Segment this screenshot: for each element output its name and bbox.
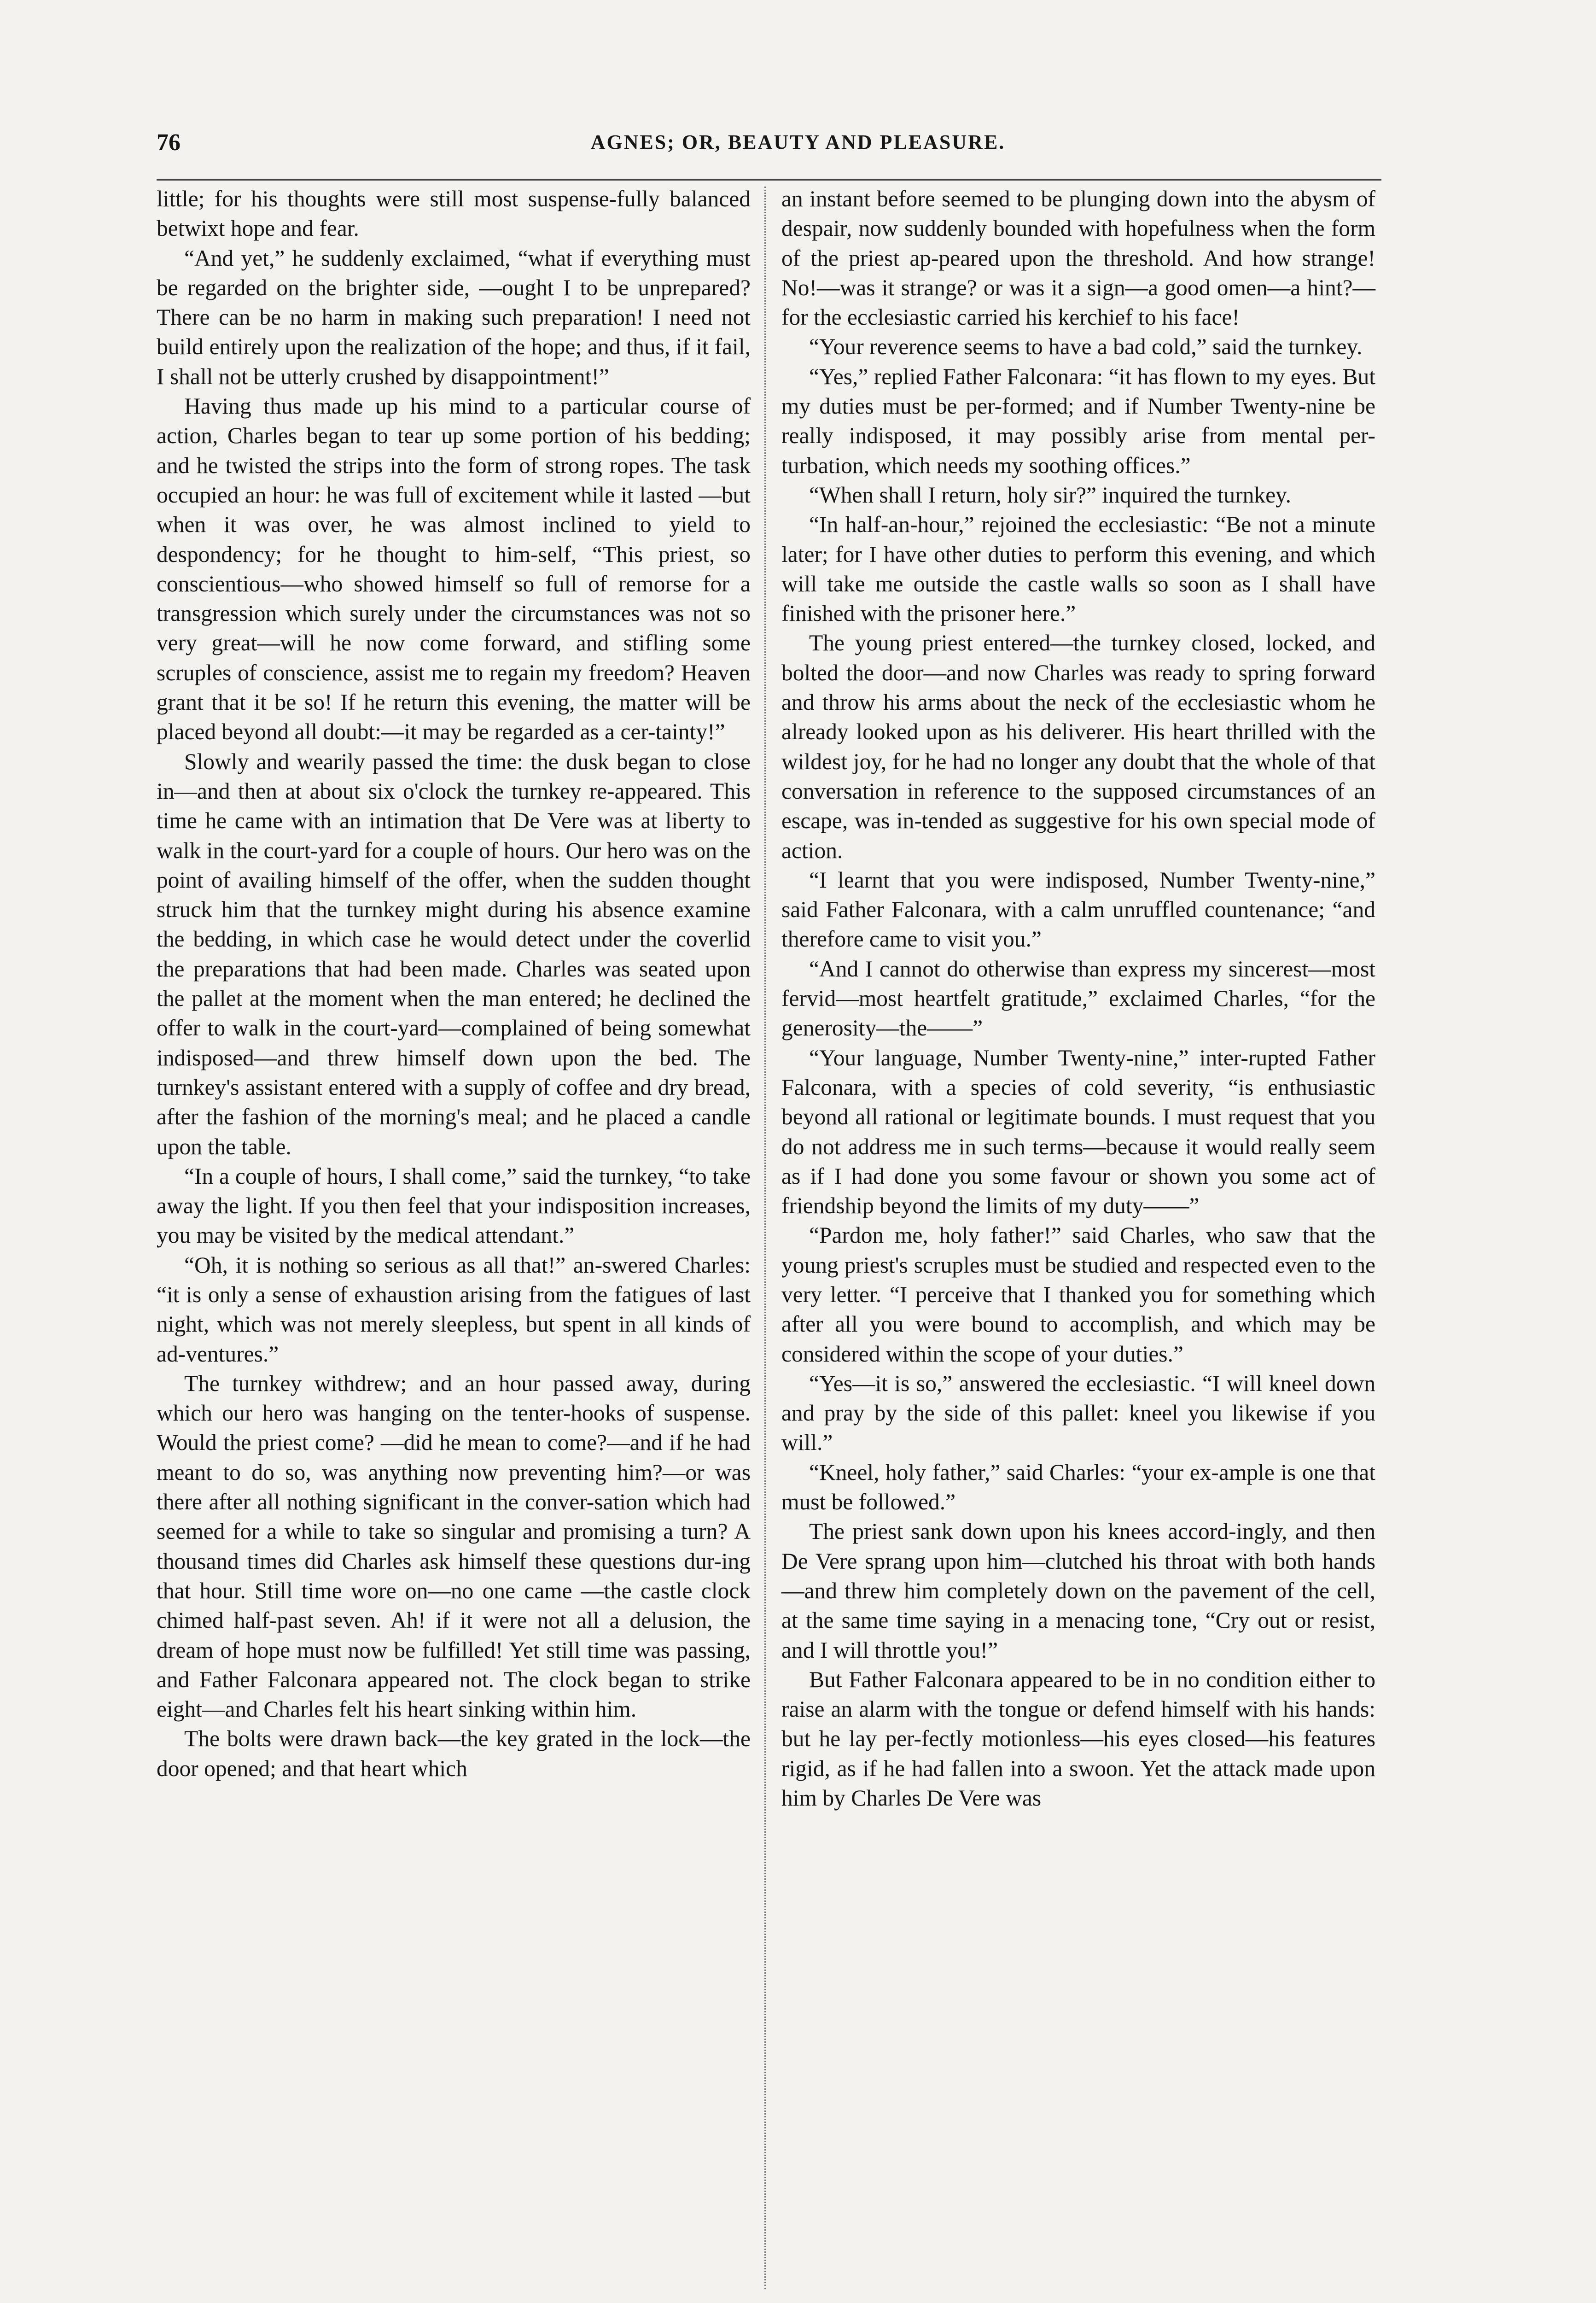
- left-column: [157, 184, 751, 1783]
- left-paragraph: “In a couple of hours, I shall come,” said the turnkey, “to take away the light. If you then feel that your indisposition increases, you may be visited by the medical attendant.”: [157, 1163, 751, 1248]
- column-divider: [764, 187, 766, 2289]
- right-paragraph: “Yes—it is so,” answered the ecclesiastic. “I will kneel down and pray by the side of this pallet: kneel you likewise if you will.”: [781, 1370, 1375, 1455]
- right-paragraph: an instant before seemed to be plunging down into the abysm of despair, now suddenly bounded with hopefulness when the form of the priest ap-peared upon the threshold. And how strange! No!—was it strange? or was it a sign—a good omen—a hint?—for the ecclesiastic carried his kerchief to his face!: [781, 186, 1375, 330]
- right-paragraph: “Pardon me, holy father!” said Charles, who saw that the young priest's scruples must be studied and respected even to the very letter. “I perceive that I thanked you for something which after all you were bound to accomplish, and which may be considered within the scope of your duties.”: [781, 1222, 1375, 1367]
- right-column: [781, 184, 1375, 1813]
- right-paragraph: “I learnt that you were indisposed, Number Twenty-nine,” said Father Falconara, with a calm unruffled countenance; “and therefore came to visit you.”: [781, 867, 1375, 952]
- left-paragraph: Slowly and wearily passed the time: the dusk began to close in—and then at about six o'clock the turnkey re-appeared. This time he came with an intimation that De Vere was at liberty to walk in the court-yard for a couple of hours. Our hero was on the point of availing himself of the offer, when the sudden thought struck him that the turnkey might during his absence examine the bedding, in which case he would detect under the coverlid the preparations that had been made. Charles was seated upon the pallet at the moment when the man entered; he declined the offer to walk in the court-yard—complained of being somewhat indisposed—and threw himself down upon the bed. The turnkey's assistant entered with a supply of coffee and dry bread, after the fashion of the morning's meal; and he placed a candle upon the table.: [157, 748, 751, 1159]
- left-paragraph: little; for his thoughts were still most suspense-fully balanced betwixt hope and fear.: [157, 186, 751, 241]
- page-number: 76: [157, 129, 181, 156]
- right-paragraph: The young priest entered—the turnkey closed, locked, and bolted the door—and now Charles was ready to spring forward and throw his arms about the neck of the ecclesiastic whom he already looked upon as his deliverer. His heart thrilled with the wildest joy, for he had no longer any doubt that the whole of that conversation in reference to the supposed circumstances of an escape, was in-tended as suggestive for his own special mode of action.: [781, 630, 1375, 863]
- left-paragraph: “Oh, it is nothing so serious as all that!” an-swered Charles: “it is only a sense of exhaustion arising from the fatigues of last night, which was not merely sleepless, but spent in all kinds of ad-ventures.”: [157, 1252, 751, 1367]
- right-paragraph: “Kneel, holy father,” said Charles: “your ex-ample is one that must be followed.”: [781, 1459, 1375, 1515]
- left-paragraph: “And yet,” he suddenly exclaimed, “what if everything must be regarded on the brighter side, —ought I to be unprepared? There can be no harm in making such preparation! I need not build entirely upon the realization of the hope; and thus, if it fail, I shall not be utterly crushed by disappointment!”: [157, 245, 751, 389]
- right-paragraph: “Yes,” replied Father Falconara: “it has flown to my eyes. But my duties must be per-formed; and if Number Twenty-nine be really indisposed, it may possibly arise from mental per-turbation, which needs my soothing offices.”: [781, 363, 1375, 478]
- left-paragraph: The turnkey withdrew; and an hour passed away, during which our hero was hanging on the tenter-hooks of suspense. Would the priest come? —did he mean to come?—and if he had meant to do so, was anything now preventing him?—or was there after all nothing significant in the conver-sation which had seemed for a while to take so singular and promising a turn? A thousand times did Charles ask himself these questions dur-ing that hour. Still time wore on—no one came —the castle clock chimed half-past seven. Ah! if it were not all a delusion, the dream of hope must now be fulfilled! Yet still time was passing, and Father Falconara appeared not. The clock began to strike eight—and Charles felt his heart sinking within him.: [157, 1370, 751, 1722]
- left-paragraph: The bolts were drawn back—the key grated in the lock—the door opened; and that heart which: [157, 1726, 751, 1781]
- header-rule: [157, 179, 1381, 181]
- right-paragraph: “Your language, Number Twenty-nine,” inter-rupted Father Falconara, with a species of cold severity, “is enthusiastic beyond all rational or legitimate bounds. I must request that you do not address me in such terms—because it would really seem as if I had done you some favour or shown you some act of friendship beyond the limits of my duty——”: [781, 1045, 1375, 1219]
- right-paragraph: “And I cannot do otherwise than express my sincerest—most fervid—most heartfelt gratitude,” exclaimed Charles, “for the generosity—the——”: [781, 956, 1375, 1041]
- left-paragraph: Having thus made up his mind to a particular course of action, Charles began to tear up some portion of his bedding; and he twisted the strips into the form of strong ropes. The task occupied an hour: he was full of excitement while it lasted —but when it was over, he was almost inclined to yield to despondency; for he thought to him-self, “This priest, so conscientious—who showed himself so full of remorse for a transgression which surely under the circumstances was not so very great—will he now come forward, and stifling some scruples of conscience, assist me to regain my freedom? Heaven grant that it be so! If he return this evening, the matter will be placed beyond all doubt:—it may be regarded as a cer-tainty!”: [157, 393, 751, 745]
- right-paragraph: “When shall I return, holy sir?” inquired the turnkey.: [809, 482, 1291, 508]
- right-paragraph: But Father Falconara appeared to be in no condition either to raise an alarm with the tongue or defend himself with his hands: but he lay per-fectly motionless—his eyes closed—his features rigid, as if he had fallen into a swoon. Yet the attack made upon him by Charles De Vere was: [781, 1666, 1375, 1811]
- right-paragraph: The priest sank down upon his knees accord-ingly, and then De Vere sprang upon him—clutched his throat with both hands—and threw him completely down on the pavement of the cell, at the same time saying in a menacing tone, “Cry out or resist, and I will throttle you!”: [781, 1519, 1375, 1663]
- right-paragraph: “Your reverence seems to have a bad cold,” said the turnkey.: [809, 334, 1363, 360]
- running-title: AGNES; OR, BEAUTY AND PLEASURE.: [590, 131, 1006, 153]
- right-paragraph: “In half-an-hour,” rejoined the ecclesiastic: “Be not a minute later; for I have other duties to perform this evening, and which will take me outside the castle walls so soon as I shall have finished with the prisoner here.”: [781, 512, 1375, 626]
